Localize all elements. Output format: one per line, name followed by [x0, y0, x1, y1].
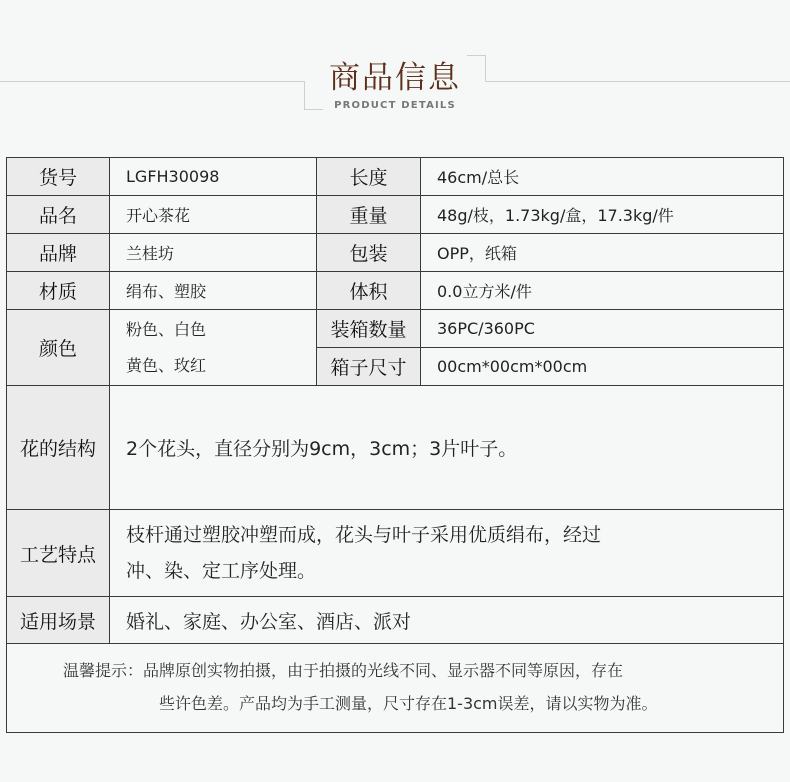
value-box-size: 00cm*00cm*00cm [421, 348, 784, 386]
label-craft: 工艺特点 [7, 510, 110, 597]
notice-line-1: 温馨提示：品牌原创实物拍摄，由于拍摄的光线不同、显示器不同等原因，存在 [63, 661, 624, 680]
label-volume: 体积 [317, 272, 421, 310]
color-line-2: 黄色、玫红 [126, 355, 207, 375]
value-scene: 婚礼、家庭、办公室、酒店、派对 [110, 597, 784, 644]
label-brand: 品牌 [7, 234, 110, 272]
table-row [7, 597, 784, 644]
value-pack-qty: 36PC/360PC [421, 310, 784, 348]
label-color: 颜色 [7, 310, 110, 386]
value-structure: 2个花头，直径分别为9cm，3cm；3片叶子。 [110, 386, 784, 510]
label-pack-qty: 装箱数量 [317, 310, 421, 348]
table-row [7, 272, 784, 310]
notice [7, 644, 784, 733]
color-line-1: 粉色、白色 [126, 319, 207, 339]
value-color [110, 310, 317, 386]
spec-table [6, 157, 784, 733]
label-product-name: 品名 [7, 196, 110, 234]
value-product-name: 开心茶花 [110, 196, 317, 234]
section-header [0, 0, 790, 130]
table-row [7, 510, 784, 597]
table-row [7, 310, 784, 348]
table-row [7, 158, 784, 196]
label-material: 材质 [7, 272, 110, 310]
table-row [7, 196, 784, 234]
value-packaging: OPP，纸箱 [421, 234, 784, 272]
table-row [7, 644, 784, 733]
label-box-size: 箱子尺寸 [317, 348, 421, 386]
value-craft [110, 510, 784, 597]
craft-line-1: 枝杆通过塑胶冲塑而成，花头与叶子采用优质绢布，经过 [126, 524, 602, 546]
value-weight: 48g/枝，1.73kg/盒，17.3kg/件 [421, 196, 784, 234]
section-subtitle: PRODUCT DETAILS [334, 100, 456, 111]
value-length: 46cm/总长 [421, 158, 784, 196]
section-title: 商品信息 [329, 60, 461, 96]
label-weight: 重量 [317, 196, 421, 234]
table-row [7, 234, 784, 272]
craft-line-2: 冲、染、定工序处理。 [126, 560, 317, 582]
value-volume: 0.0立方米/件 [421, 272, 784, 310]
value-item-no: LGFH30098 [110, 158, 317, 196]
notice-line-2: 些许色差。产品均为手工测量，尺寸存在1-3cm误差，请以实物为准。 [159, 694, 658, 713]
label-item-no: 货号 [7, 158, 110, 196]
label-length: 长度 [317, 158, 421, 196]
value-brand: 兰桂坊 [110, 234, 317, 272]
label-packaging: 包装 [317, 234, 421, 272]
value-material: 绢布、塑胶 [110, 272, 317, 310]
table-row [7, 386, 784, 510]
label-scene: 适用场景 [7, 597, 110, 644]
label-structure: 花的结构 [7, 386, 110, 510]
